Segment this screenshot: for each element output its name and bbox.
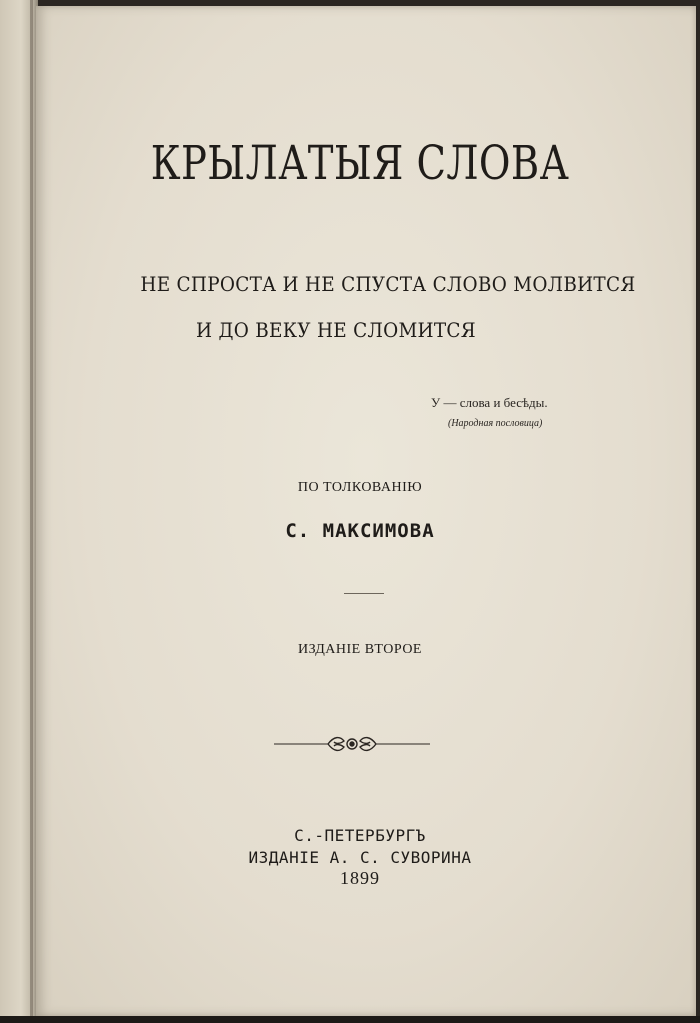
background-edge bbox=[0, 1016, 700, 1023]
ornament-flourish-icon bbox=[272, 732, 432, 756]
by-line: ПО ТОЛКОВАНІЮ bbox=[297, 480, 423, 495]
publication-city: С.-ПЕТЕРБУРГЪ bbox=[294, 826, 426, 845]
publisher: ИЗДАНІЕ А. С. СУВОРИНА bbox=[248, 848, 472, 867]
divider-rule bbox=[344, 593, 384, 594]
author-name: С. МАКСИМОВА bbox=[285, 520, 435, 542]
epigraph-source: У — слова и бесѣды. bbox=[431, 395, 548, 410]
epigraph-source-note: (Народная пословица) bbox=[448, 418, 543, 429]
book-title: КРЫЛАТЫЯ СЛОВА bbox=[150, 136, 570, 191]
title-page bbox=[36, 6, 696, 1016]
edition-label: ИЗДАНІЕ ВТОРОЕ bbox=[297, 642, 422, 657]
epigraph-line-1: НЕ СПРОСТА И НЕ СПУСТА СЛОВО МОЛВИТСЯ bbox=[140, 272, 636, 296]
page-gutter-shadow bbox=[30, 0, 33, 1023]
publication-year: 1899 bbox=[340, 868, 380, 888]
epigraph-line-2: И ДО ВЕКУ НЕ СЛОМИТСЯ bbox=[196, 318, 476, 342]
